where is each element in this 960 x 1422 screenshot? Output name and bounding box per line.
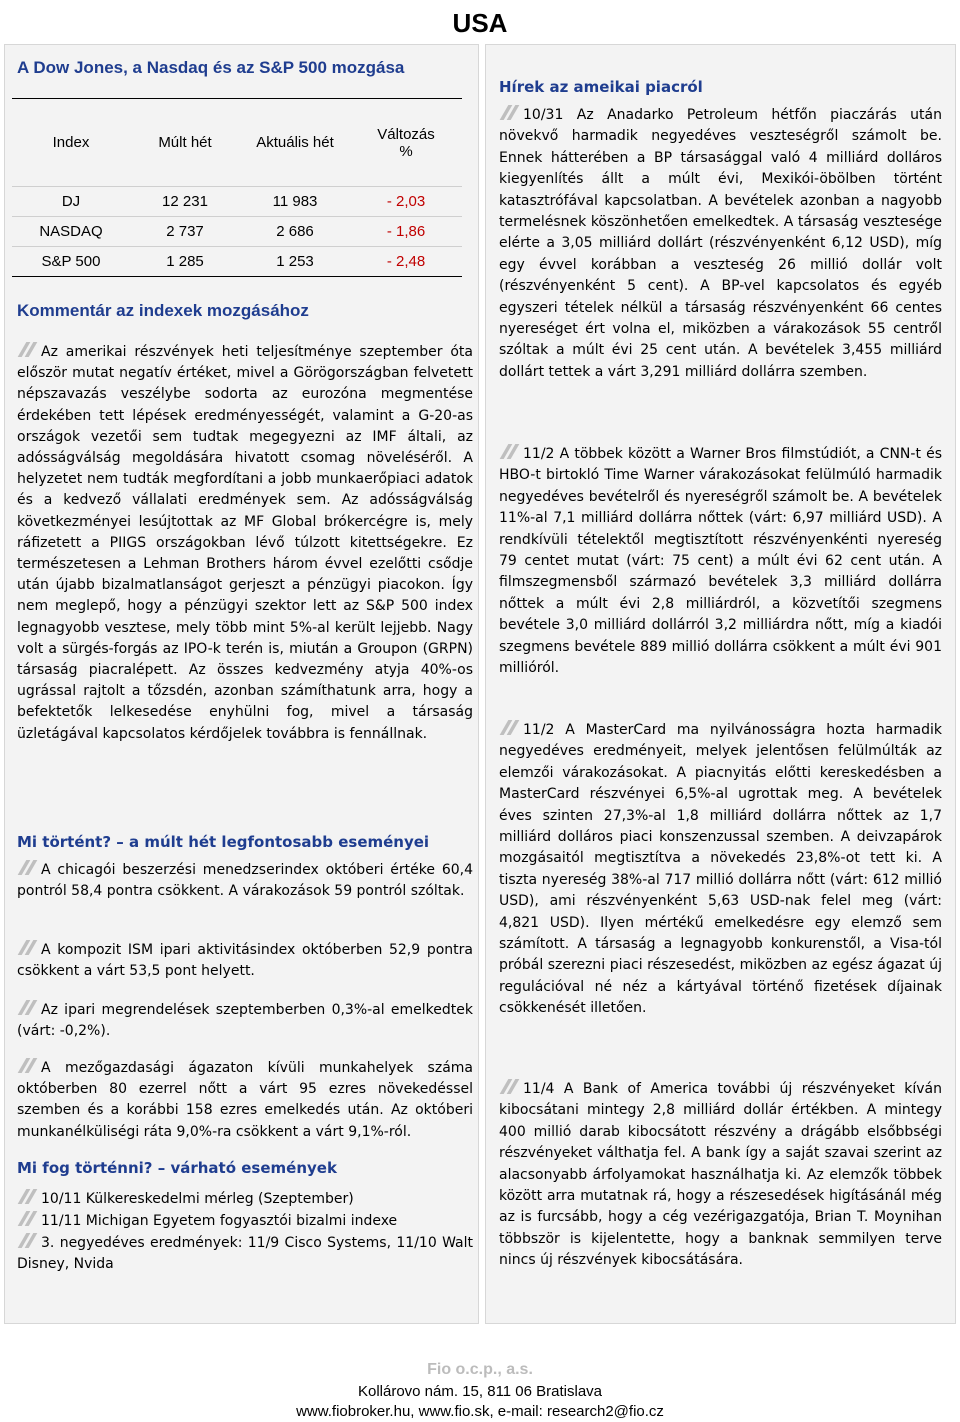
footer-address: Kollárovo nám. 15, 811 06 Bratislava	[357, 1383, 603, 1400]
footer-contact[interactable]: www.fiobroker.hu, www.fio.sk, e-mail: research2@fio.cz	[296, 1403, 664, 1420]
expected-heading: Mi fog történni? – várható események	[17, 1159, 337, 1177]
index-section-heading: A Dow Jones, a Nasdaq és az S&P 500 mozgása	[17, 58, 405, 77]
bullet-icon	[17, 1235, 41, 1247]
bullet-icon	[17, 1060, 41, 1072]
table-cell: - 2,48	[350, 247, 462, 277]
table-cell: 1 285	[130, 247, 240, 277]
table-row	[12, 217, 462, 247]
table-row	[12, 247, 462, 277]
comment-heading: Kommentár az indexek mozgásához	[17, 301, 309, 320]
table-cell: S&P 500	[12, 247, 130, 277]
index-table	[12, 98, 462, 277]
bullet-icon	[499, 1081, 523, 1093]
bullet-icon	[17, 1002, 41, 1014]
table-cell: 11 983	[240, 187, 350, 217]
table-cell: 2 737	[130, 217, 240, 247]
bullet-icon	[17, 942, 41, 954]
news-item: 11/2 A MasterCard ma nyilvánosságra hozta harmadik negyedéves eredményeit, melyek jelentősen felülmúlták az elemzői várakozásokat. A piacnyitás előtti kereskedésben a MasterCard részvényei 6,5%-al ugrottak meg. A bevételek éves szinten 27,3%-al 1,8 milliárd dollárra nőttek az 1,7 milliárd dolláros piaci konszenzussal szemben. A deivzapárok mozgásaitól megtisztítva a növekedés 23,8%-ot tett ki. A tiszta nyereség 38%-al 717 millió dollárra nőtt (várt: 612 millió USD), ami részvényenként 5,63 USD-nak felel meg (várt: 4,821 USD). Ilyen mértékű emelkedésre egy elemző sem számított. A társaság a legnagyobb konkurenstől, a Visa-tól próbál szerezni piaci részesedést, miközben az egész ágazat új regulációval né néz a kártyával történő fizetések díjainak csökkenését illetően.	[499, 722, 942, 1017]
table-cell: 2 686	[240, 217, 350, 247]
news-item: 10/31 Az Anadarko Petroleum hétfőn piaczárás után növekvő harmadik negyedéves veszteségről számolt be. Ennek hátterében a BP társasággal való 4 milliárd dolláros kiegyenlítés állt a múlt évi, Mexikói-öbölben történt katasztrófával kapcsolatban. A bevételek azonban a nagyobb termelésnek köszönhetően emelkedtek. A társaság vesztesége elérte a 3,05 milliárd dollárt (részvényenként 6,12 USD), míg egy évvel korábban a veszteség 26 millió dollár volt (részvényenként 5 cent). A BP-vel kapcsolatos és egyéb egyszeri tételek nélkül a társaság részvényenként 66 centes nyereséget ért volna el, miközben a várakozások 55 centről szóltak a múlt évi 25 cent után. A bevételek 3,455 milliárd dollárt tettek a várt 3,291 milliárd dollárra szemben.	[499, 107, 942, 380]
comment-paragraph: Az amerikai részvények heti teljesítménye szeptember óta először mutat negatív értéket, mivel a Görögországban felvetett népszavazás veszélybe sodorta az eurozóna megmentése érdekében tett lépések eredményességét, valamint a G-20-as országok vezetői sem tudtak megegyezni az IMF általi, az adósságválság megoldására hivatott csomag növeléséről. A helyzetet nem tudták megfordítani a jobb munkaerőpiaci adatok és a kedvező vállalati eredmények sem. Az adósságválság következményei lesújtottak az MF Global brókercégre is, mely ráfizetett a PIIGS országokban lévő túlzott kitettségekre. Ez természetesen a Lehman Brothers három évvel ezelőtti csődje után újabb bizalmatlanságot gerjeszt a pénzügyi piacokon. Így nem meglepő, hogy a pénzügyi szektor lett az S&P 500 index legnagyobb vesztese, mely több mint 5%-al került lejjebb. Nagy volt a sürgés-forgás az IPO-k terén is, miután a Groupon (GRPN) társaság piacralépett. Az összes kedvezmény atyja 40%-os ugrással rajtolt a tőzsdén, azonban számíthatunk arra, hogy a befektetők lelkesedése enyhülni fog, mivel a társaság üzletágával kapcsolatos kérdőjelek továbbra is fennállnak.	[17, 344, 473, 742]
event-item: A mezőgazdasági ágazaton kívüli munkahelyek száma októberben 80 ezerrel nőtt a várt 95 ezres növekedéssel szemben és a korábbi 158 ezres emelkedés után. Az októberi munkanélküliségi ráta 9,0%-ra csökkent a várt 9,1%-ról.	[17, 1060, 473, 1140]
bullet-icon	[17, 344, 41, 356]
table-cell: - 2,03	[350, 187, 462, 217]
event-item: Az ipari megrendelések szeptemberben 0,3%-al emelkedtek (várt: -0,2%).	[17, 1002, 473, 1040]
table-header: Múlt hét	[158, 134, 212, 151]
table-header: Aktuális hét	[256, 134, 334, 151]
table-cell: 12 231	[130, 187, 240, 217]
event-item: A kompozit ISM ipari aktivitásindex októberben 52,9 pontra csökkent a várt 53,5 pont helyett.	[17, 942, 473, 980]
news-heading: Hírek az ameikai piacról	[499, 78, 703, 96]
expected-item: 10/11 Külkereskedelmi mérleg (Szeptember)	[17, 1189, 473, 1210]
footer-firm: Fio o.c.p., a.s.	[427, 1361, 533, 1378]
bullet-icon	[499, 107, 523, 119]
expected-item: 3. negyedéves eredmények: 11/9 Cisco Systems, 11/10 Walt Disney, Nvida	[17, 1235, 473, 1273]
table-cell: 1 253	[240, 247, 350, 277]
bullet-icon	[17, 862, 41, 874]
table-header: Változás %	[377, 125, 435, 160]
bullet-icon	[499, 722, 523, 734]
table-row	[12, 187, 462, 217]
news-item: 11/4 A Bank of America további új részvényeket kíván kibocsátani mintegy 2,8 milliárd dollár értékben. A mintegy 400 millió darab kibocsátott részvény a drágább elsőbbségi részvényeket válthatja fel. A bank így a saját szavai szerint az alacsonyabb árfolyamokat használhatja ki. Az elemzők többek között arra mutatnak rá, hogy a részesedések higításánál még az is furcsább, hogy a cég vezérigazgatója, Brian T. Moynihan többször is kijelentette, hogy a banknak semmilyen terve nincs új részvények kibocsátására.	[499, 1081, 942, 1269]
event-item: A chicagói beszerzési menedzserindex októberi értéke 60,4 pontról 58,4 pontra csökkent. A várakozások 59 pontról szóltak.	[17, 862, 473, 900]
bullet-icon	[17, 1213, 41, 1225]
bullet-icon	[499, 446, 523, 458]
page-title: USA	[452, 8, 508, 38]
table-header: Index	[52, 134, 90, 151]
expected-item: 11/11 Michigan Egyetem fogyasztói bizalmi indexe	[17, 1211, 473, 1232]
events-heading: Mi történt? – a múlt hét legfontosabb eseményei	[17, 833, 430, 851]
table-cell: DJ	[12, 187, 130, 217]
table-cell: - 1,86	[350, 217, 462, 247]
table-cell: NASDAQ	[12, 217, 130, 247]
bullet-icon	[17, 1191, 41, 1203]
news-item: 11/2 A többek között a Warner Bros filmstúdiót, a CNN-t és HBO-t birtokló Time Warner várakozásokat felülmúló harmadik negyedéves bevételről és nyereségről számolt be. A bevételek 11%-al 7,1 milliárd dollárra nőttek (várt: 6,97 milliárd USD). A rendkívüli tételektől megtisztított részvényenkénti nyereség 79 centet mutat (várt: 75 cent) a múlt évi 62 cent után. A filmszegmensből származó bevételek 3,3 milliárd dollárra nőttek a múlt évi 2,8 milliárdról, a közvetítői szegmens bevétele 3,0 milliárd dollárról 3,2 milliárdra nőtt, míg a kiadói szegmens bevétele 889 millió dollárra csökkent a múlt évi 901 millióról.	[499, 446, 942, 677]
